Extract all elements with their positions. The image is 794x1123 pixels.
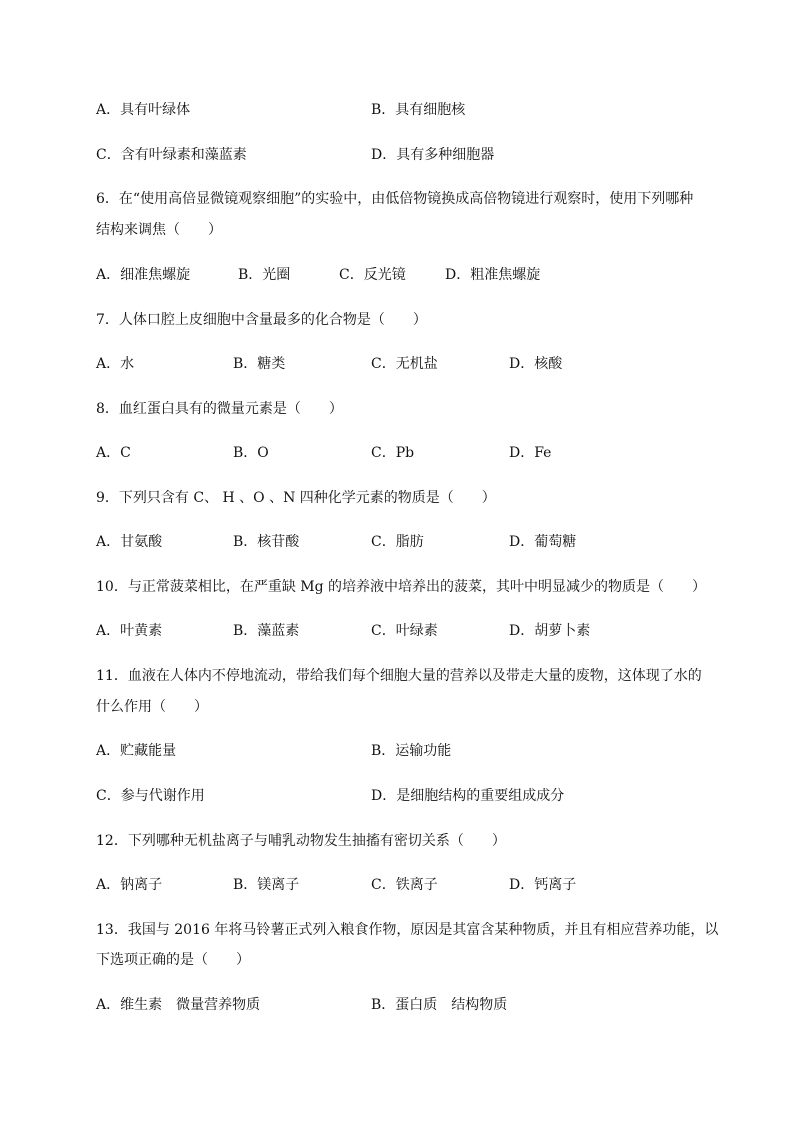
q10-option-a: A．叶黄素 bbox=[96, 623, 163, 639]
q12-option-c: C．铁离子 bbox=[371, 877, 438, 893]
q9-option-b: B．核苷酸 bbox=[233, 534, 300, 550]
q11-option-d: D．是细胞结构的重要组成成分 bbox=[371, 788, 565, 804]
q6-option-c: C．反光镜 bbox=[339, 267, 406, 283]
q8-option-d: D．Fe bbox=[509, 445, 552, 461]
q7-stem: 7．人体口腔上皮细胞中含量最多的化合物是（ ） bbox=[96, 312, 427, 328]
q9-stem: 9．下列只含有 C、 H 、O 、N 四种化学元素的物质是（ ） bbox=[96, 490, 496, 506]
q9-option-a: A．甘氨酸 bbox=[96, 534, 163, 550]
q5-option-b: B．具有细胞核 bbox=[371, 102, 466, 118]
q12-option-b: B．镁离子 bbox=[233, 877, 300, 893]
q8-option-a: A．C bbox=[96, 445, 131, 461]
q8-option-c: C．Pb bbox=[371, 445, 415, 461]
q7-option-b: B．糖类 bbox=[233, 356, 286, 372]
q10-stem: 10．与正常菠菜相比，在严重缺 Mg 的培养液中培养出的菠菜，其叶中明显减少的物质是（ ） bbox=[96, 579, 707, 595]
q7-option-d: D．核酸 bbox=[509, 356, 563, 372]
q11-stem-line1: 11．血液在人体内不停地流动，带给我们每个细胞大量的营养以及带走大量的废物，这体现了水的 bbox=[96, 668, 702, 684]
q12-stem: 12．下列哪种无机盐离子与哺乳动物发生抽搐有密切关系（ ） bbox=[96, 833, 506, 849]
q10-option-b: B．藻蓝素 bbox=[233, 623, 300, 639]
q5-option-d: D．具有多种细胞器 bbox=[371, 147, 495, 163]
q8-stem: 8．血红蛋白具有的微量元素是（ ） bbox=[96, 401, 343, 417]
q13-stem-line1: 13．我国与 2016 年将马铃薯正式列入粮食作物，原因是其富含某种物质，并且有相应营养功能，以 bbox=[96, 922, 719, 938]
q13-option-b: B．蛋白质 结构物质 bbox=[371, 997, 508, 1013]
q10-option-c: C．叶绿素 bbox=[371, 623, 438, 639]
q8-option-b: B．O bbox=[233, 445, 269, 461]
q11-option-c: C．参与代谢作用 bbox=[96, 788, 205, 804]
q9-option-d: D．葡萄糖 bbox=[509, 534, 577, 550]
q5-option-a: A．具有叶绿体 bbox=[96, 102, 191, 118]
q11-option-a: A．贮藏能量 bbox=[96, 743, 177, 759]
q6-stem-line1: 6．在“使用高倍显微镜观察细胞”的实验中，由低倍物镜换成高倍物镜进行观察时，使用下列哪种 bbox=[96, 191, 694, 207]
q6-option-b: B．光圈 bbox=[238, 267, 291, 283]
q9-option-c: C．脂肪 bbox=[371, 534, 424, 550]
q12-option-d: D．钙离子 bbox=[509, 877, 577, 893]
q11-stem-line2: 什么作用（ ） bbox=[96, 699, 208, 715]
q7-option-a: A．水 bbox=[96, 356, 135, 372]
q11-option-b: B．运输功能 bbox=[371, 743, 452, 759]
q12-option-a: A．钠离子 bbox=[96, 877, 163, 893]
q13-option-a: A．维生素 微量营养物质 bbox=[96, 997, 261, 1013]
q13-stem-line2: 下选项正确的是（ ） bbox=[96, 952, 250, 968]
q10-option-d: D．胡萝卜素 bbox=[509, 623, 591, 639]
q7-option-c: C．无机盐 bbox=[371, 356, 438, 372]
q5-option-c: C．含有叶绿素和藻蓝素 bbox=[96, 147, 247, 163]
q6-stem-line2: 结构来调焦（ ） bbox=[96, 222, 222, 238]
q6-option-d: D．粗准焦螺旋 bbox=[445, 267, 541, 283]
q6-option-a: A．细准焦螺旋 bbox=[96, 267, 191, 283]
